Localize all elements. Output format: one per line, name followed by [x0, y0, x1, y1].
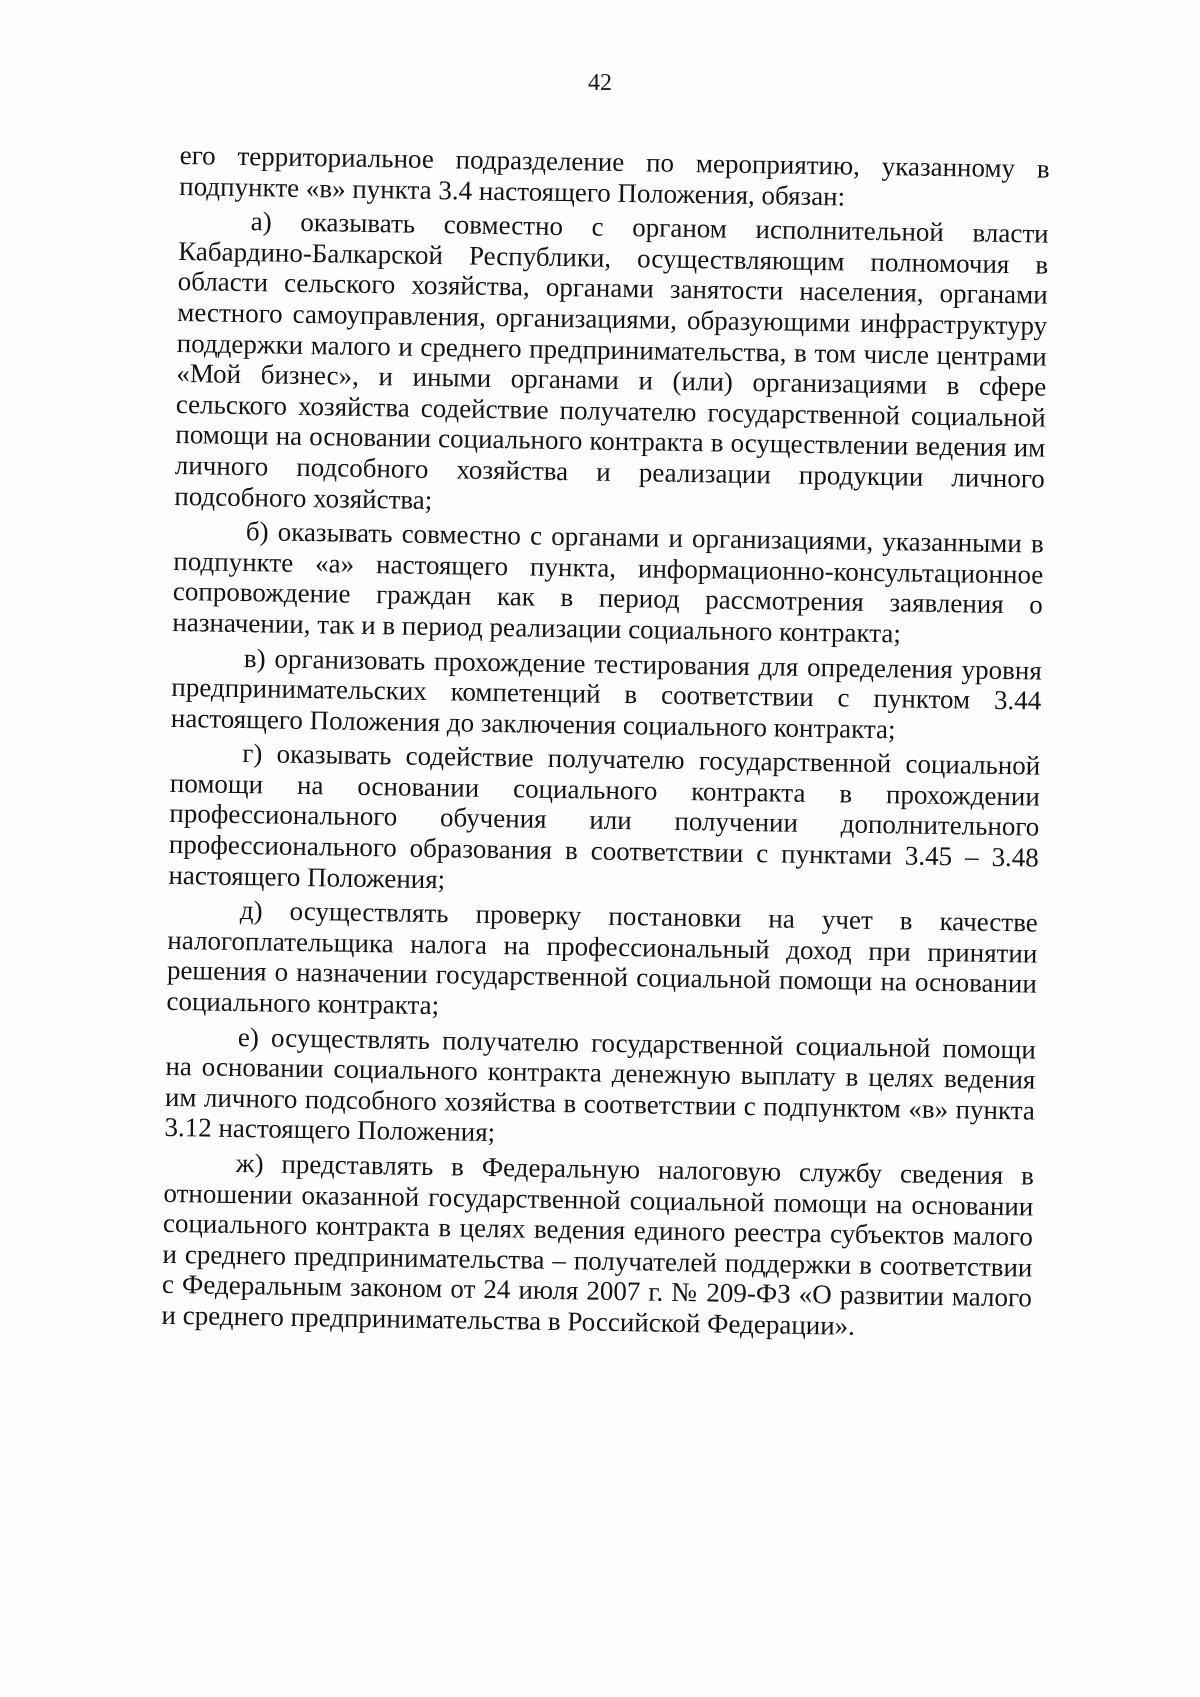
- paragraph-item-b: б) оказывать совместно с органами и организациями, указанными в подпункте «а» настоящего пункта, информационно-консультационное сопровождение граждан как в период рассмотрения заявления о назначении, так и в период реализации социального контракта;: [172, 516, 1045, 649]
- paragraph-item-v: в) организовать прохождение тестирования для определения уровня предпринимательских компетенций в соответствии с пунктом 3.44 настоящего Положения до заключения социального контракта;: [170, 642, 1043, 744]
- paragraph-item-g: г) оказывать содействие получателю государственной социальной помощи на основании социального контракта в прохождении профессионального обучения или получении дополнительного профессионального образования в соответствии с пунктами 3.45 – 3.48 настоящего Положения;: [168, 738, 1041, 894]
- paragraph-intro: его территориальное подразделение по мероприятию, указанному в подпункте «в» пункта 3.4 настоящего Положения, обязан:: [179, 140, 1050, 212]
- paragraph-item-e: е) осуществлять получателю государственной социальной помощи на основании социального контракта денежную выплату в целях ведения им личного подсобного хозяйства в соответствии с подпунктом «в» пункта 3.12 настоящего Положения;: [164, 1021, 1037, 1148]
- document-body: [161, 140, 1050, 1348]
- paragraph-item-zh: ж) представлять в Федеральную налоговую службу сведения в отношении оказанной государственной социальной помощи на основании социального контракта в целях ведения единого реестра субъектов малого и среднего предпринимательства – получателей поддержки в соответствии с Федеральным законом от 24 июля 2007 г. № 209-ФЗ «О развитии малого и среднего предпринимательства в Российской Федерации».: [161, 1148, 1035, 1341]
- page-number: 42: [588, 70, 612, 96]
- paragraph-item-d: д) осуществлять проверку постановки на учет в качестве налогоплательщика налога на профессиональный доход при принятии решения о назначении государственной социальной помощи на основании социального контракта;: [166, 895, 1039, 1021]
- paragraph-item-a: а) оказывать совместно с органом исполнительной власти Кабардино-Балкарской Республики, осуществляющим полномочия в области сельского хозяйства, органами занятости населения, органами местного самоуправления, организациями, образующими инфраструктуру поддержки малого и среднего предпринимательства, в том числе центрами «Мой бизнес», и иными органами и (или) организациями в сфере сельского хозяйства содействие получателю государственной социальной помощи на основании социального контракта в осуществлении ведения им личного подсобного хозяйства и реализации продукции личного подсобного хозяйства;: [174, 206, 1049, 515]
